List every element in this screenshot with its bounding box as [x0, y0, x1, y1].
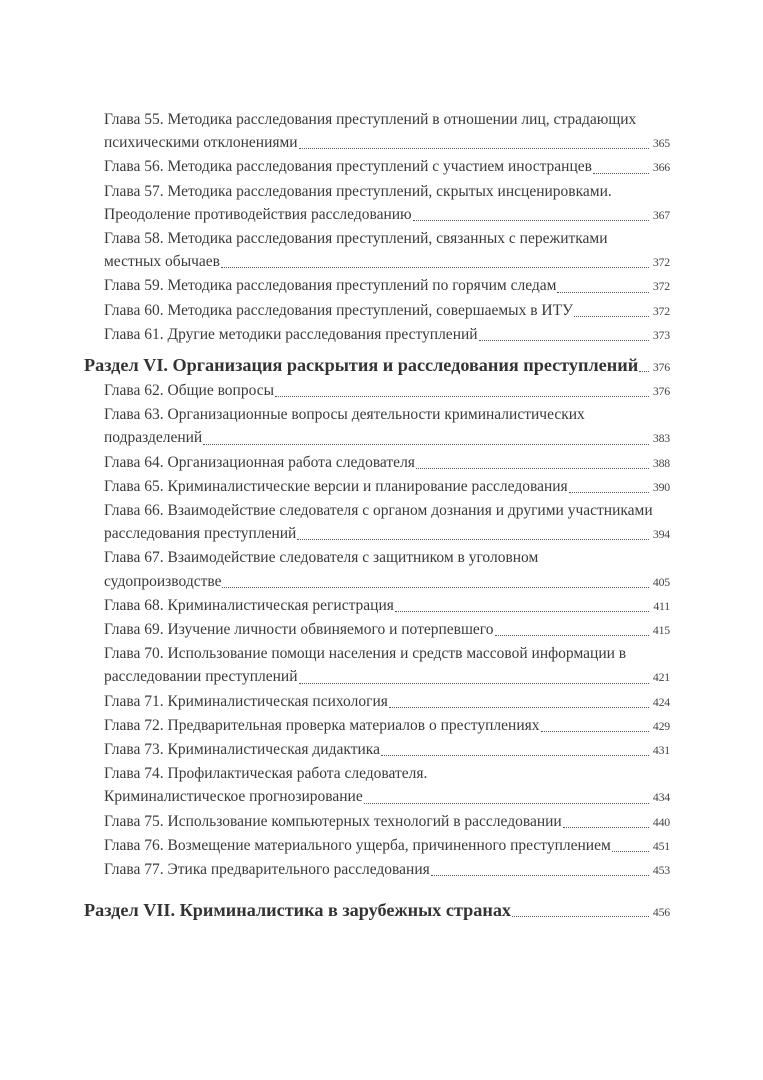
dot-leader	[389, 706, 649, 708]
toc-chapter-entry[interactable]	[84, 155, 670, 179]
toc-entry-last-line	[104, 379, 670, 403]
toc-entry-last-line	[104, 274, 670, 298]
page-number: 383	[652, 431, 670, 446]
page-number: 365	[652, 136, 670, 151]
toc-chapter-entry[interactable]	[84, 834, 670, 858]
toc-entry-title-line: Глава 60. Методика расследования преступлений, совершаемых в ИТУ	[104, 301, 574, 319]
page-number: 372	[652, 279, 670, 294]
dot-leader	[203, 443, 649, 445]
page-number: 376	[652, 360, 670, 375]
page-number: 431	[652, 743, 670, 758]
dot-leader	[299, 682, 650, 684]
toc-chapter-entry[interactable]	[84, 274, 670, 298]
toc-entry-last-line	[104, 690, 670, 714]
toc-chapter-entry[interactable]	[84, 594, 670, 618]
toc-entry-title-line: Глава 57. Методика расследования преступлений, скрытых инсценировками.	[104, 182, 612, 200]
toc-entry-last-line	[104, 203, 670, 227]
dot-leader	[557, 291, 649, 293]
toc-chapter-entry[interactable]	[84, 762, 670, 809]
toc-entry-last-line	[104, 475, 670, 499]
dot-leader	[541, 730, 650, 732]
toc-chapter-entry[interactable]	[84, 299, 670, 323]
toc-chapter-entry[interactable]	[84, 108, 670, 155]
toc-entry-last-line	[104, 426, 670, 450]
toc-chapter-entry[interactable]	[84, 618, 670, 642]
toc-entry-title-line: судопроизводстве	[104, 572, 222, 590]
toc-entry-title-line: Глава 55. Методика расследования преступлений в отношении лиц, страдающих	[104, 111, 637, 128]
dot-leader	[569, 491, 649, 493]
page-number: 376	[652, 384, 670, 399]
toc-entry-last-line	[104, 522, 670, 546]
page-number: 367	[652, 207, 670, 222]
toc-entry-title-line: Криминалистическое прогнозирование	[104, 788, 363, 806]
toc-entry-last-line	[104, 785, 670, 809]
dot-leader	[495, 634, 649, 636]
toc-chapter-entry[interactable]	[84, 690, 670, 714]
page-number: 451	[652, 838, 670, 853]
page-number: 434	[652, 790, 670, 805]
dot-leader	[612, 850, 649, 852]
toc-entry-title-line: Глава 74. Профилактическая работа следователя.	[104, 765, 428, 783]
page-number: 440	[652, 814, 670, 829]
dot-leader	[297, 538, 649, 540]
toc-entry-last-line	[104, 665, 670, 689]
toc-chapter-entry[interactable]	[84, 403, 670, 450]
toc-entry-title-line: Глава 65. Криминалистические версии и планирование расследования	[104, 477, 568, 495]
toc-entry-last-line	[104, 714, 670, 738]
toc-chapter-entry[interactable]	[84, 858, 670, 882]
toc-entry-title-line: Глава 72. Предварительная проверка материалов о преступлениях	[104, 716, 540, 734]
toc-entry-title-line: Глава 73. Криминалистическая дидактика	[104, 741, 380, 759]
page-number: 424	[652, 694, 670, 709]
page-number: 388	[652, 455, 670, 470]
toc-entry-title-line: расследования преступлений	[104, 525, 297, 543]
dot-leader	[479, 339, 649, 341]
toc-entry-title-line: Глава 68. Криминалистическая регистрация	[104, 596, 394, 614]
toc-entry-title-line: Раздел VI. Организация раскрытия и расследования преступлений	[84, 355, 639, 376]
dot-leader	[413, 219, 649, 221]
toc-chapter-entry[interactable]	[84, 499, 670, 546]
toc-chapter-entry[interactable]	[84, 546, 670, 593]
toc-entry-last-line	[104, 299, 670, 323]
toc-chapter-entry[interactable]	[84, 323, 670, 347]
toc-chapter-entry[interactable]	[84, 227, 670, 274]
page-number: 429	[652, 718, 670, 733]
page-number: 372	[652, 255, 670, 270]
dot-leader	[364, 802, 649, 804]
toc-chapter-entry[interactable]	[84, 714, 670, 738]
toc-chapter-entry[interactable]	[84, 738, 670, 762]
page-number: 373	[652, 327, 670, 342]
dot-leader	[299, 147, 649, 149]
dot-leader	[222, 586, 649, 588]
toc-entry-title-line: Глава 76. Возмещение материального ущерба, причиненного преступлением	[104, 836, 611, 854]
toc-entry-title-line: психическими отклонениями	[104, 134, 298, 152]
toc-entry-last-line	[104, 834, 670, 858]
toc-section-entry[interactable]	[84, 898, 670, 924]
toc-entry-title-line: Глава 66. Взаимодействие следователя с органом дознания и другими участниками	[104, 502, 653, 520]
dot-leader	[221, 266, 649, 268]
toc-entry-last-line	[104, 131, 670, 155]
page-number: 421	[652, 670, 670, 685]
toc-section-entry[interactable]	[84, 353, 670, 379]
toc-chapter-entry[interactable]	[84, 810, 670, 834]
toc-entry-title-line: Глава 69. Изучение личности обвиняемого и потерпевшего	[104, 621, 494, 639]
toc-entry-title-line: Глава 67. Взаимодействие следователя с защитником в уголовном	[104, 549, 539, 567]
page-number: 372	[652, 303, 670, 318]
page-number: 390	[652, 479, 670, 494]
toc-entry-last-line	[104, 810, 670, 834]
toc-entry-title-line: Глава 64. Организационная работа следователя	[104, 453, 415, 471]
toc-entry-title-line: Преодоление противодействия расследованию	[104, 205, 412, 223]
toc-entry-title-line: Глава 71. Криминалистическая психология	[104, 692, 388, 710]
toc-entry-last-line	[84, 898, 670, 924]
page-number: 405	[652, 574, 670, 589]
toc-entry-title-line: Глава 70. Использование помощи населения и средств массовой информации в	[104, 645, 627, 663]
toc-entry-last-line	[84, 353, 670, 379]
toc-chapter-entry[interactable]	[84, 451, 670, 475]
toc-entry-title-line: Глава 63. Организационные вопросы деятельности криминалистических	[104, 406, 585, 424]
toc-entry-last-line	[104, 155, 670, 179]
page-number: 411	[653, 598, 670, 613]
toc-entry-title-line: подразделений	[104, 429, 203, 447]
toc-chapter-entry[interactable]	[84, 180, 670, 227]
page-number: 415	[652, 623, 670, 638]
toc-entry-title-line: Глава 59. Методика расследования преступлений по горячим следам	[104, 277, 557, 295]
dot-leader	[512, 915, 649, 917]
toc-entry-last-line	[104, 451, 670, 475]
dot-leader	[275, 395, 649, 397]
dot-leader	[381, 754, 649, 756]
dot-leader	[593, 172, 649, 174]
page-number: 366	[652, 160, 670, 175]
dot-leader	[639, 370, 649, 372]
dot-leader	[395, 610, 649, 612]
toc-entry-title-line: Глава 77. Этика предварительного расследования	[104, 861, 430, 879]
toc-entry-title-line: Глава 56. Методика расследования преступлений с участием иностранцев	[104, 158, 592, 176]
toc-entry-last-line	[104, 570, 670, 594]
dot-leader	[574, 315, 649, 317]
table-of-contents	[84, 108, 670, 924]
toc-entry-last-line	[104, 323, 670, 347]
page-number: 456	[652, 905, 670, 920]
page-number: 394	[652, 527, 670, 542]
toc-entry-last-line	[104, 738, 670, 762]
toc-entry-title-line: Раздел VII. Криминалистика в зарубежных странах	[84, 900, 512, 921]
toc-chapter-entry[interactable]	[84, 475, 670, 499]
dot-leader	[431, 874, 649, 876]
dot-leader	[563, 826, 649, 828]
toc-entry-last-line	[104, 594, 670, 618]
toc-entry-last-line	[104, 858, 670, 882]
toc-chapter-entry[interactable]	[84, 642, 670, 689]
page-number: 453	[652, 863, 670, 878]
toc-entry-title-line: Глава 61. Другие методики расследования преступлений	[104, 325, 478, 343]
toc-entry-title-line: Глава 75. Использование компьютерных технологий в расследовании	[104, 812, 562, 830]
toc-chapter-entry[interactable]	[84, 379, 670, 403]
toc-entry-last-line	[104, 250, 670, 274]
toc-entry-title-line: Глава 58. Методика расследования преступлений, связанных с пережитками	[104, 230, 608, 248]
toc-entry-title-line: расследовании преступлений	[104, 668, 298, 686]
dot-leader	[416, 467, 649, 469]
toc-entry-title-line: Глава 62. Общие вопросы	[104, 382, 275, 400]
toc-entry-last-line	[104, 618, 670, 642]
toc-entry-title-line: местных обычаев	[104, 253, 220, 271]
